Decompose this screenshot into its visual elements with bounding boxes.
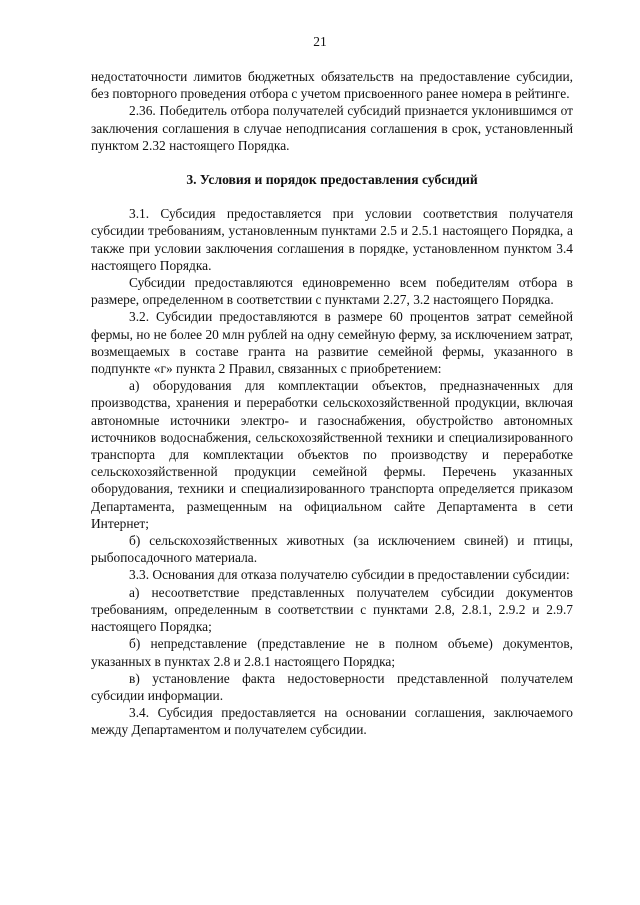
paragraph-3-3-a: а) несоответствие представленных получателем субсидии документов требованиям, определенным в соответствии с пунктами 2.8, 2.8.1, 2.9.2 и 2.9.7 настоящего Порядка; — [91, 584, 573, 635]
paragraph-3-4: 3.4. Субсидия предоставляется на основании соглашения, заключаемого между Департаментом и получателем субсидии. — [91, 705, 573, 738]
section-3-heading: 3. Условия и порядок предоставления субсидий — [186, 172, 478, 188]
paragraph-3-2-a: а) оборудования для комплектации объектов, предназначенных для производства, хранения и переработки сельскохозяйственной продукции, включая автономные источники электро- и газоснабжения, обустройство автономных источников водоснабжения, сельскохозяйственной техники и специализированного транспорта для комплектации объектов по производству и переработке сельскохозяйственной продукции семейной фермы. Перечень указанных оборудования, техники и специализированного транспорта определяется приказом Департамента, размещенным на официальном сайте Департамента в сети Интернет; — [91, 378, 573, 531]
paragraph-3-1-b: Субсидии предоставляются единовременно всем победителям отбора в размере, определенном в соответствии с пунктами 2.27, 3.2 настоящего Порядка. — [91, 275, 573, 308]
document-body — [91, 68, 573, 739]
page-number: 21 — [313, 34, 327, 49]
paragraph-2-36: 2.36. Победитель отбора получателей субсидий признается уклонившимся от заключения соглашения в случае неподписания соглашения в срок, установленный пунктом 2.32 настоящего Порядка. — [91, 103, 573, 153]
paragraph-3-1: 3.1. Субсидия предоставляется при условии соответствия получателя субсидии требованиям, установленным пунктами 2.5 и 2.5.1 настоящего Порядка, а также при условии заключения соглашения в порядке, установленном пунктом 3.4 настоящего Порядка. — [91, 206, 573, 273]
paragraph-3-3: 3.3. Основания для отказа получателю субсидии в предоставлении субсидии: — [129, 567, 570, 583]
paragraph-3-2-b: б) сельскохозяйственных животных (за исключением свиней) и птицы, рыбопосадочного материала. — [91, 533, 573, 566]
paragraph-3-3-b: б) непредставление (представление не в полном объеме) документов, указанных в пунктах 2.8 и 2.8.1 настоящего Порядка; — [91, 636, 573, 669]
paragraph-continued: недостаточности лимитов бюджетных обязательств на предоставление субсидии, без повторного проведения отбора с учетом присвоенного ранее номера в рейтинге. — [91, 69, 573, 102]
paragraph-3-3-c: в) установление факта недостоверности представленной получателем субсидии информации. — [91, 670, 573, 703]
paragraph-3-2: 3.2. Субсидии предоставляются в размере 60 процентов затрат семейной фермы, но не более 20 млн рублей на одну семейную ферму, за исключением затрат, возмещаемых в составе гранта на развитие семейной фермы, указанного в подпункте «г» пункта 2 Правил, связанных с приобретением: — [91, 309, 573, 377]
